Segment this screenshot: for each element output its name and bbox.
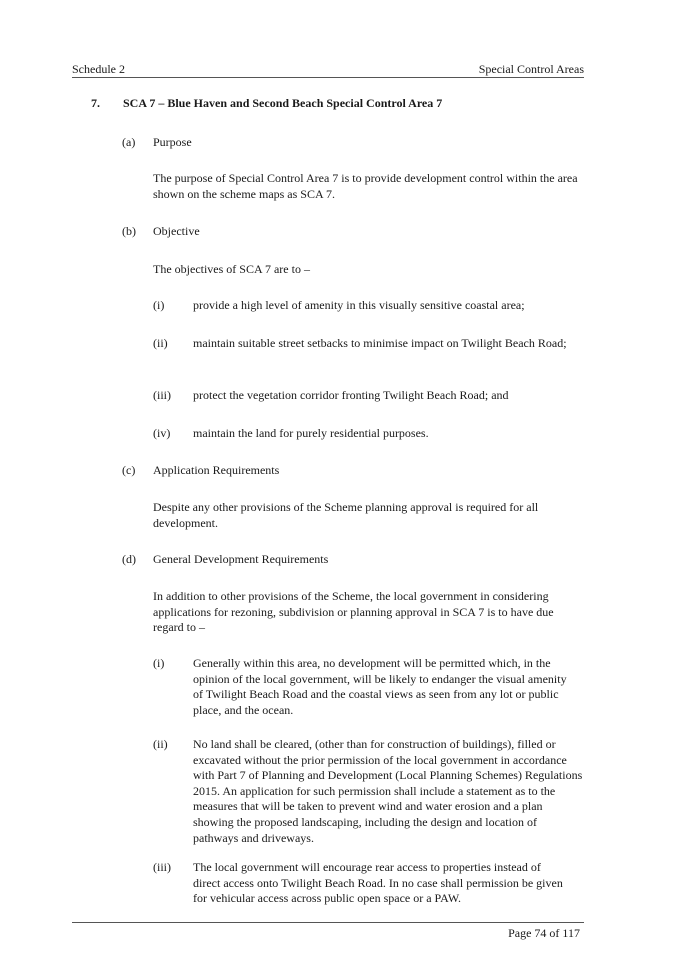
- subsection-a-text: The purpose of Special Control Area 7 is to provide development control within the area shown on the scheme maps as SCA 7.: [153, 171, 578, 201]
- section-number: 7.: [91, 96, 100, 110]
- objective-item-mark: (iii): [153, 388, 171, 402]
- page-number: Page 74 of 117: [508, 926, 580, 940]
- subsection-c-text: Despite any other provisions of the Scheme planning approval is required for all development.: [153, 500, 539, 530]
- subsection-c-label: Application Requirements: [153, 463, 280, 477]
- objective-item-text: maintain the land for purely residential purposes.: [193, 426, 429, 440]
- subsection-c-mark: (c): [122, 463, 136, 477]
- subsection-b-mark: (b): [122, 224, 136, 238]
- header-left: Schedule 2: [72, 62, 125, 76]
- subsection-a-label: Purpose: [153, 135, 192, 149]
- requirement-item-text: Generally within this area, no development will be permitted which, in the opinion of the local government, will be likely to endanger the visual amenity of Twilight Beach Road and the coastal views as seen from any lot or public place, and the ocean.: [193, 656, 567, 717]
- objective-item-mark: (ii): [153, 336, 168, 350]
- subsection-a-mark: (a): [122, 135, 136, 149]
- objective-item-text: protect the vegetation corridor fronting Twilight Beach Road; and: [193, 388, 509, 402]
- section-title: SCA 7 – Blue Haven and Second Beach Special Control Area 7: [123, 96, 443, 110]
- requirement-item-mark: (iii): [153, 860, 171, 874]
- requirement-item-mark: (ii): [153, 737, 168, 751]
- requirement-item-text: The local government will encourage rear access to properties instead of direct access onto Twilight Beach Road. In no case shall permission be given for vehicular access across public open space or a PAW.: [193, 860, 563, 906]
- objective-item-text: provide a high level of amenity in this visually sensitive coastal area;: [193, 298, 525, 312]
- objective-item-text: maintain suitable street setbacks to minimise impact on Twilight Beach Road;: [193, 336, 567, 350]
- subsection-d-mark: (d): [122, 552, 136, 566]
- requirement-item-text: No land shall be cleared, (other than for construction of buildings), filled or excavated without the prior permission of the local government in accordance with Part 7 of Planning and Development (Local Planning Schemes) Regulations 2015. An application for such permission shall include a statement as to the measures that will be taken to prevent wind and water erosion and a plan showing the proposed landscaping, including the design and location of pathways and driveways.: [193, 737, 583, 845]
- footer-rule: [72, 922, 584, 923]
- objective-item-mark: (i): [153, 298, 165, 312]
- subsection-b-label: Objective: [153, 224, 200, 238]
- objective-item-mark: (iv): [153, 426, 171, 440]
- header-right: Special Control Areas: [478, 62, 584, 76]
- subsection-b-intro: The objectives of SCA 7 are to –: [153, 262, 310, 276]
- subsection-d-label: General Development Requirements: [153, 552, 329, 566]
- header-rule: [72, 77, 584, 78]
- subsection-d-intro: In addition to other provisions of the Scheme, the local government in considering applications for rezoning, subdivision or planning approval in SCA 7 is to have due regard to –: [153, 589, 554, 635]
- requirement-item-mark: (i): [153, 656, 165, 670]
